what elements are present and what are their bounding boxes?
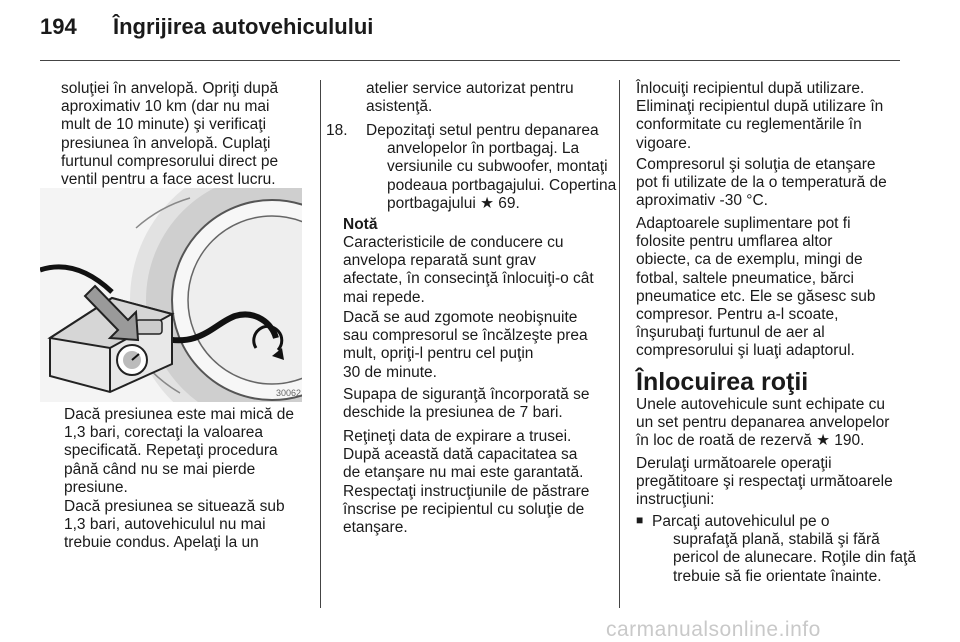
figure-number: 30062 — [276, 388, 302, 398]
header-rule — [40, 60, 900, 61]
col3-paragraph-2 — [636, 156, 887, 211]
text-line: ventil pentru a face acest lucru. — [61, 171, 276, 189]
list-item-number: 18. — [326, 122, 348, 139]
text-line: Dacă se aud zgomote neobişnuite — [343, 309, 578, 326]
text-line: specificată. Repetaţi procedura — [64, 442, 278, 460]
text-line: Adaptoarele suplimentare pot fi — [636, 215, 851, 232]
text-line: pericol de alunecare. Roţile din faţă — [673, 549, 916, 567]
bullet-mark: ■ — [636, 513, 644, 527]
text-line: înscrise pe recipientul cu soluţie de — [343, 500, 585, 518]
text-line: Compresorul şi soluţia de etanşare — [636, 156, 876, 173]
text-line: compresorului şi luaţi adaptorul. — [636, 342, 855, 360]
text-line: instrucţiuni: — [636, 491, 715, 509]
text-line: conformitate cu reglementările în — [636, 116, 862, 134]
text-line: După această dată capacitatea sa — [343, 446, 578, 464]
text-line: Dacă presiunea este mai mică de — [64, 406, 295, 423]
text-line: anvelopelor în portbagaj. La — [387, 140, 580, 158]
text-line: 1,3 bari, corectaţi la valoarea — [64, 424, 264, 442]
text-line: podeaua portbagajului. Copertina — [387, 176, 617, 194]
text-line: Depozitaţi setul pentru depanarea — [366, 122, 599, 139]
text-line: fotbal, saltele pneumatice, bărci — [636, 269, 854, 287]
chapter-title: Îngrijirea autovehiculului — [113, 14, 374, 39]
list-item-18 — [366, 122, 616, 213]
text-line: în loc de roată de rezervă ★ 190. — [636, 432, 865, 450]
text-line: mult de 10 minute) şi verificaţi — [61, 116, 267, 134]
text-line: versiunile cu subwoofer, montaţi — [387, 158, 608, 176]
text-line: folosite pentru umflarea altor — [636, 233, 833, 251]
col1-paragraph-1 — [61, 80, 278, 189]
watermark: carmanualsonline.info — [606, 618, 821, 641]
text-line: Respectaţi instrucţiunile de păstrare — [343, 482, 590, 500]
column-divider-1 — [320, 80, 321, 608]
text-line: afectate, în consecinţă înlocuiţi-o cât — [343, 270, 594, 288]
col2-paragraph-2 — [343, 309, 588, 382]
text-line: sau compresorul se încălzeşte prea — [343, 327, 588, 345]
bullet-item-1 — [652, 513, 916, 586]
text-line: asistenţă. — [366, 98, 433, 116]
text-line: Supapa de siguranţă încorporată se — [343, 386, 590, 403]
note-heading: Notă — [343, 216, 378, 233]
text-line: pneumatice etc. Ele se găsesc sub — [636, 287, 876, 305]
page-number: 194 — [40, 14, 77, 39]
column-divider-2 — [619, 80, 620, 608]
text-line: compresor. Pentru a-l scoate, — [636, 306, 839, 324]
text-line: atelier service autorizat pentru — [366, 80, 574, 97]
col3-paragraph-1 — [636, 80, 883, 153]
text-line: portbagajului ★ 69. — [387, 194, 520, 212]
text-line: 1,3 bari, autovehiculul nu mai — [64, 516, 266, 534]
text-line: anvelopa reparată sunt grav — [343, 252, 537, 270]
text-line: Derulaţi următoarele operaţii — [636, 455, 832, 472]
text-line: obiecte, ca de exemplu, mingi de — [636, 251, 863, 269]
text-line: pregătitoare şi respectaţi următoarele — [636, 473, 893, 491]
col3-paragraph-3 — [636, 215, 876, 361]
text-line: mai repede. — [343, 288, 425, 306]
col3-paragraph-5 — [636, 455, 893, 510]
col1-paragraph-3 — [64, 498, 285, 553]
text-line: presiunea în anvelopă. Cuplaţi — [61, 134, 271, 152]
text-line: până când nu se mai pierde — [64, 460, 256, 478]
text-line: Reţineţi data de expirare a trusei. — [343, 428, 572, 445]
text-line: deschide la presiunea de 7 bari. — [343, 404, 563, 422]
col2-paragraph-1 — [366, 80, 574, 116]
text-line: înşurubaţi furtunul de aer al — [636, 324, 825, 342]
text-line: furtunul compresorului direct pe — [61, 152, 279, 170]
text-line: Înlocuiţi recipientul după utilizare. — [636, 80, 865, 97]
col2-paragraph-3 — [343, 386, 589, 422]
text-line: Eliminaţi recipientul după utilizare în — [636, 98, 884, 116]
text-line: Unele autovehicule sunt echipate cu — [636, 396, 886, 413]
section-heading: Înlocuirea roţii — [636, 368, 809, 396]
text-line: etanşare. — [343, 519, 408, 537]
text-line: suprafaţă plană, stabilă şi fără — [673, 531, 880, 549]
text-line: vigoare. — [636, 134, 692, 152]
text-line: Parcaţi autovehiculul pe o — [652, 513, 830, 530]
compressor-illustration — [40, 188, 302, 402]
text-line: 30 de minute. — [343, 363, 437, 381]
text-line: pot fi utilizate de la o temperatură de — [636, 174, 887, 192]
text-line: aproximativ -30 °C. — [636, 192, 768, 210]
text-line: soluţiei în anvelopă. Opriţi după — [61, 80, 279, 97]
col1-paragraph-2 — [64, 406, 294, 497]
text-line: mult, opriţi-l pentru cel puţin — [343, 345, 534, 363]
col2-paragraph-4 — [343, 428, 589, 537]
text-line: de etanşare nu mai este garantată. — [343, 464, 584, 482]
text-line: trebuie să fie orientate înainte. — [673, 567, 882, 585]
text-line: Caracteristicile de conducere cu — [343, 234, 564, 251]
text-line: aproximativ 10 km (dar nu mai — [61, 98, 270, 116]
text-line: presiune. — [64, 478, 128, 496]
note-text — [343, 234, 594, 307]
col3-paragraph-4 — [636, 396, 889, 451]
text-line: trebuie condus. Apelaţi la un — [64, 534, 259, 552]
text-line: Dacă presiunea se situează sub — [64, 498, 285, 515]
text-line: un set pentru depanarea anvelopelor — [636, 414, 890, 432]
